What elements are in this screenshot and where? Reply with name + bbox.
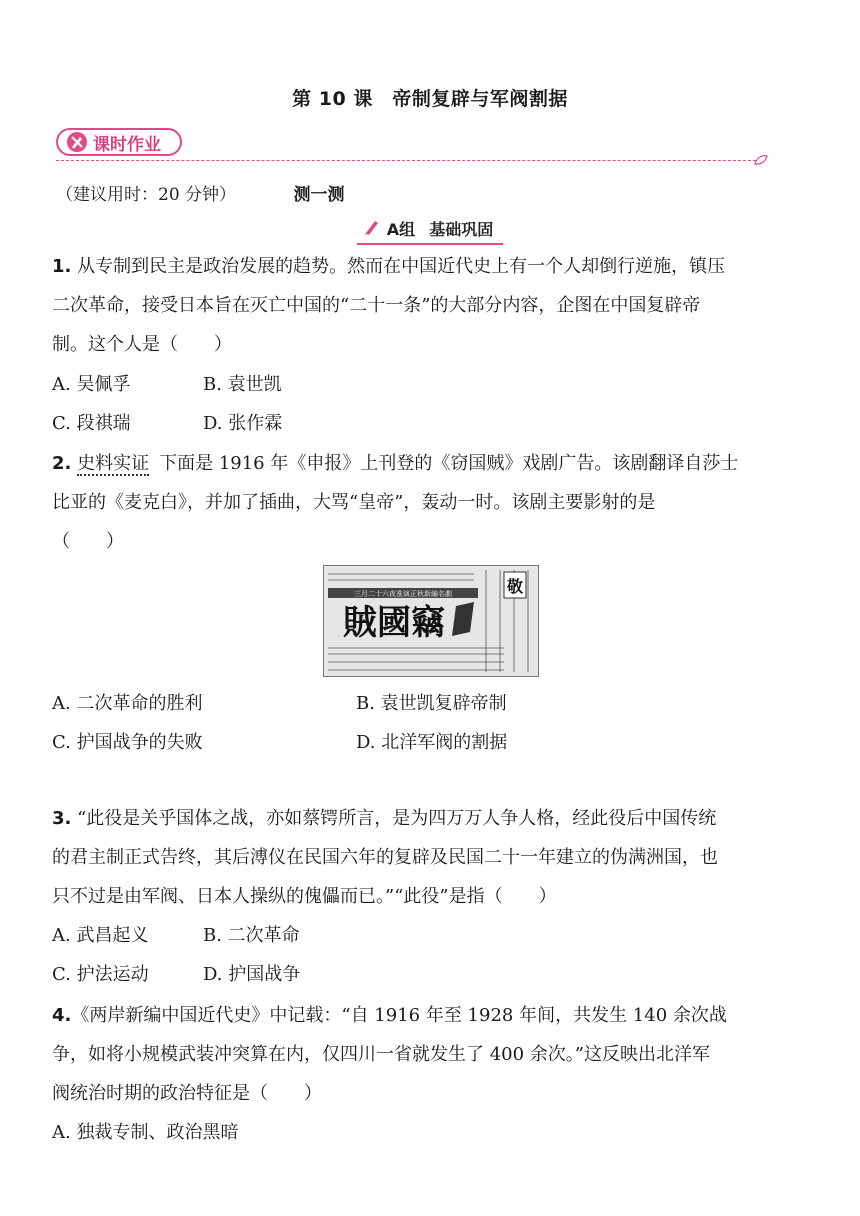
question-line: 的君主制正式告终，其后溥仪在民国六年的复辟及民国二十一年建立的伪满洲国，也 — [52, 847, 718, 868]
question-line: 1. 从专制到民主是政治发展的趋势。然而在中国近代史上有一个人却倒行逆施，镇压 — [52, 256, 726, 277]
pen-icon — [363, 218, 381, 236]
time-and-test-line — [56, 180, 344, 205]
q1-option-c[interactable]: C. 段祺瑞 — [52, 413, 131, 434]
group-name: A组 — [386, 220, 416, 239]
newspaper-top-banner: 三月二十六夜准演正秋新編名劇 — [354, 590, 452, 598]
question-line: 比亚的《麦克白》，并加了插曲，大骂“皇帝”，轰动一时。该剧主要影射的是 — [52, 492, 656, 513]
question-line: 只不过是由军阀、日本人操纵的傀儡而已。”“此役”是指（ ） — [52, 886, 557, 907]
q1-option-a[interactable]: A. 吴佩孚 — [52, 374, 131, 395]
newspaper-side-char: 敬 — [506, 577, 524, 596]
q1-option-b[interactable]: B. 袁世凯 — [203, 374, 282, 395]
question-1 — [52, 247, 804, 364]
homework-header — [56, 126, 776, 166]
header-dashed-divider — [56, 160, 756, 161]
q2-option-a[interactable]: A. 二次革命的胜利 — [52, 693, 203, 714]
question-line: 制。这个人是（ ） — [52, 334, 232, 355]
question-4 — [52, 996, 804, 1113]
question-number: 3. — [52, 808, 72, 829]
question-line: 2. 史料实证 下面是 1916 年《申报》上刊登的《窃国贼》戏剧广告。该剧翻译自莎士 — [52, 453, 739, 474]
group-heading — [0, 216, 860, 245]
q3-option-d[interactable]: D. 护国战争 — [203, 964, 301, 985]
group-heading-box — [357, 216, 503, 245]
q2-option-c[interactable]: C. 护国战争的失败 — [52, 732, 203, 753]
q2-option-d[interactable]: D. 北洋军阀的割据 — [356, 732, 508, 753]
question-line: 二次革命，接受日本旨在灭亡中国的“二十一条”的大部分内容，企图在中国复辟帝 — [52, 295, 701, 316]
q3-option-c[interactable]: C. 护法运动 — [52, 964, 149, 985]
leaf-ornament-icon — [754, 154, 768, 166]
q3-option-b[interactable]: B. 二次革命 — [203, 925, 300, 946]
newspaper-headline: 賊國竊 — [343, 603, 445, 643]
newspaper-advertisement-image — [323, 565, 539, 677]
question-number: 2. — [52, 453, 72, 474]
q1-option-d[interactable]: D. 张作霖 — [203, 413, 283, 434]
question-number: 4. — [52, 1005, 72, 1026]
newspaper-illustration — [324, 566, 538, 676]
test-label: 测一测 — [293, 185, 345, 205]
group-subtitle: 基础巩固 — [429, 220, 494, 239]
question-tag: 史料实证 — [77, 453, 150, 474]
lesson-title: 第 10 课 帝制复辟与军阀割据 — [292, 88, 568, 110]
question-line: （ ） — [52, 531, 124, 552]
homework-badge — [56, 128, 182, 156]
suggested-time: （建议用时：20 分钟） — [56, 185, 237, 205]
homework-label: 课时作业 — [93, 134, 161, 155]
q3-option-a[interactable]: A. 武昌起义 — [52, 925, 149, 946]
question-3 — [52, 799, 804, 916]
question-line: 4.《两岸新编中国近代史》中记载：“自 1916 年至 1928 年间，共发生 140 余次战 — [52, 1005, 727, 1026]
question-line: 3. “此役是关乎国体之战，亦如蔡锷所言，是为四万万人争人格，经此役后中国传统 — [52, 808, 717, 829]
question-2 — [52, 444, 804, 561]
q2-option-b[interactable]: B. 袁世凯复辟帝制 — [356, 693, 507, 714]
q4-option-a[interactable]: A. 独裁专制、政治黑暗 — [52, 1122, 239, 1143]
question-line: 阀统治时期的政治特征是（ ） — [52, 1083, 322, 1104]
question-line: 争，如将小规模武装冲突算在内，仅四川一省就发生了 400 余次。”这反映出北洋军 — [52, 1044, 710, 1065]
question-number: 1. — [52, 256, 72, 277]
pencil-ruler-icon — [66, 131, 88, 153]
